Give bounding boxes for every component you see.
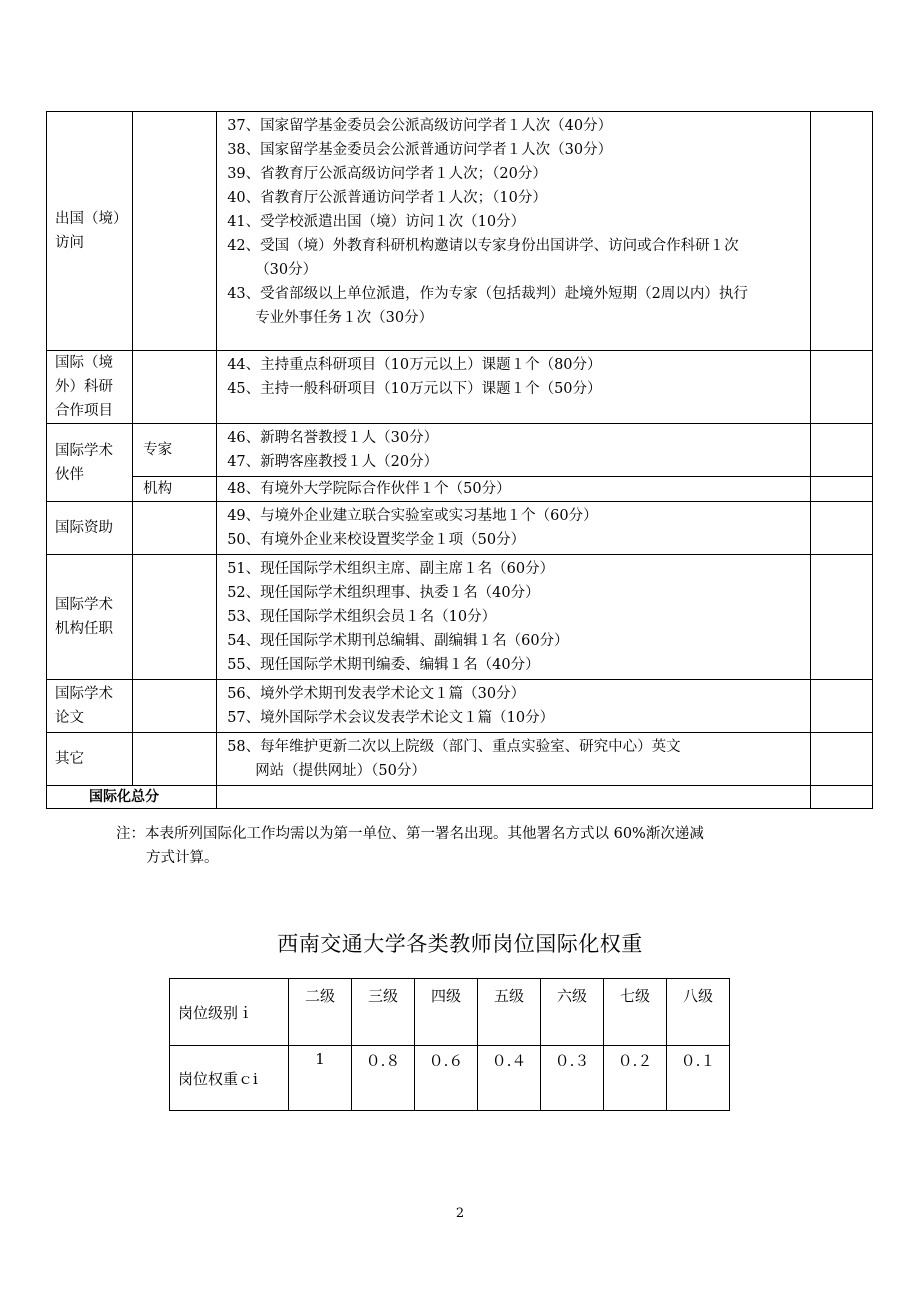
subcategory-cell (133, 555, 217, 680)
weight-cell: ０.４ (478, 1046, 541, 1111)
weight-cell: ０.３ (541, 1046, 604, 1111)
weight-table (169, 978, 730, 1111)
subcategory-cell (133, 112, 217, 351)
category-cell: 国际学术论文 (47, 680, 133, 733)
items-cell (217, 680, 811, 733)
table-row (47, 351, 873, 424)
table-row (47, 424, 873, 477)
score-cell (810, 502, 872, 555)
weight-table-title: 西南交通大学各类教师岗位国际化权重 (277, 932, 643, 956)
list-item: 40、省教育厅公派普通访问学者１人次；（10分） (227, 190, 547, 206)
subcategory-cell (133, 733, 217, 786)
list-item-continuation: （30分） (255, 262, 318, 278)
list-item: 43、受省部级以上单位派遣，作为专家（包括裁判）赴境外短期（2周以内）执行 (227, 286, 748, 302)
footnote-line: 注：本表所列国际化工作均需以为第一单位、第一署名出现。其他署名方式以 60%渐次递减 (116, 826, 704, 842)
total-value-cell (217, 786, 811, 809)
footnote-line: 方式计算。 (146, 850, 219, 866)
total-label: 国际化总分 (47, 786, 217, 809)
score-cell (810, 477, 872, 502)
items-cell (217, 733, 811, 786)
list-item: 48、有境外大学院际合作伙伴１个（50分） (227, 481, 511, 497)
weight-cell: ０.２ (604, 1046, 667, 1111)
list-item: 44、主持重点科研项目（10万元以上）课题１个（80分） (227, 357, 602, 373)
list-item: 39、省教育厅公派高级访问学者１人次；（20分） (227, 166, 547, 182)
level-cell: 四级 (415, 979, 478, 1046)
score-cell (810, 351, 872, 424)
subcategory-cell: 机构 (133, 477, 217, 502)
items-cell (217, 351, 811, 424)
list-item: 55、现任国际学术期刊编委、编辑１名（40分） (227, 657, 540, 673)
list-item: 53、现任国际学术组织会员１名（10分） (227, 609, 497, 625)
score-cell (810, 555, 872, 680)
list-item: 57、境外国际学术会议发表学术论文１篇（10分） (227, 710, 555, 726)
category-cell: 国际学术伙伴 (47, 424, 133, 502)
level-cell: 七级 (604, 979, 667, 1046)
table-row (170, 1046, 730, 1111)
table-row (47, 733, 873, 786)
list-item: 58、每年维护更新二次以上院级（部门、重点实验室、研究中心）英文 (227, 739, 681, 755)
category-cell: 其它 (47, 733, 133, 786)
list-item: 38、国家留学基金委员会公派普通访问学者１人次（30分） (227, 142, 613, 158)
category-cell: 出国（境）访问 (47, 112, 133, 351)
score-cell (810, 424, 872, 477)
list-item: 54、现任国际学术期刊总编辑、副编辑１名（60分） (227, 633, 569, 649)
level-cell: 六级 (541, 979, 604, 1046)
subcategory-cell (133, 502, 217, 555)
subcategory-cell: 专家 (133, 424, 217, 477)
score-cell (810, 680, 872, 733)
weight-cell: 1 (289, 1046, 352, 1111)
list-item: 50、有境外企业来校设置奖学金１项（50分） (227, 532, 526, 548)
criteria-table (46, 111, 873, 809)
subcategory-cell (133, 351, 217, 424)
list-item: 49、与境外企业建立联合实验室或实习基地１个（60分） (227, 508, 598, 524)
footnote (116, 822, 704, 870)
total-row (47, 786, 873, 809)
list-item: 51、现任国际学术组织主席、副主席１名（60分） (227, 561, 555, 577)
table-row (47, 680, 873, 733)
weight-cell: ０.１ (667, 1046, 730, 1111)
list-item: 56、境外学术期刊发表学术论文１篇（30分） (227, 686, 526, 702)
weight-cell: ０.８ (352, 1046, 415, 1111)
items-cell (217, 424, 811, 477)
list-item: 42、受国（境）外教育科研机构邀请以专家身份出国讲学、访问或合作科研１次 (227, 238, 739, 254)
table-row (47, 555, 873, 680)
table-row (170, 979, 730, 1046)
score-cell (810, 733, 872, 786)
level-cell: 八级 (667, 979, 730, 1046)
level-cell: 五级 (478, 979, 541, 1046)
row-header: 岗位权重ｃi (170, 1046, 289, 1111)
table-row (47, 477, 873, 502)
table-row (47, 502, 873, 555)
level-cell: 二级 (289, 979, 352, 1046)
list-item: 47、新聘客座教授１人（20分） (227, 454, 439, 470)
score-cell (810, 112, 872, 351)
subcategory-cell (133, 680, 217, 733)
score-cell (810, 786, 872, 809)
items-cell (217, 555, 811, 680)
list-item: 46、新聘名誉教授１人（30分） (227, 430, 439, 446)
list-item: 37、国家留学基金委员会公派高级访问学者１人次（40分） (227, 118, 613, 134)
table-row (47, 112, 873, 351)
items-cell (217, 477, 811, 502)
category-cell: 国际资助 (47, 502, 133, 555)
items-cell (217, 502, 811, 555)
items-cell (217, 112, 811, 351)
list-item-continuation: 网站（提供网址）（50分） (255, 763, 426, 779)
list-item: 52、现任国际学术组织理事、执委１名（40分） (227, 585, 540, 601)
category-cell: 国际学术机构任职 (47, 555, 133, 680)
weight-cell: ０.６ (415, 1046, 478, 1111)
category-cell: 国际（境外）科研合作项目 (47, 351, 133, 424)
row-header: 岗位级别ｉ (170, 979, 289, 1046)
page-number: 2 (455, 1206, 465, 1221)
level-cell: 三级 (352, 979, 415, 1046)
list-item: 41、受学校派遣出国（境）访问１次（10分） (227, 214, 526, 230)
list-item: 45、主持一般科研项目（10万元以下）课题１个（50分） (227, 381, 602, 397)
list-item-continuation: 专业外事任务１次（30分） (255, 310, 434, 326)
